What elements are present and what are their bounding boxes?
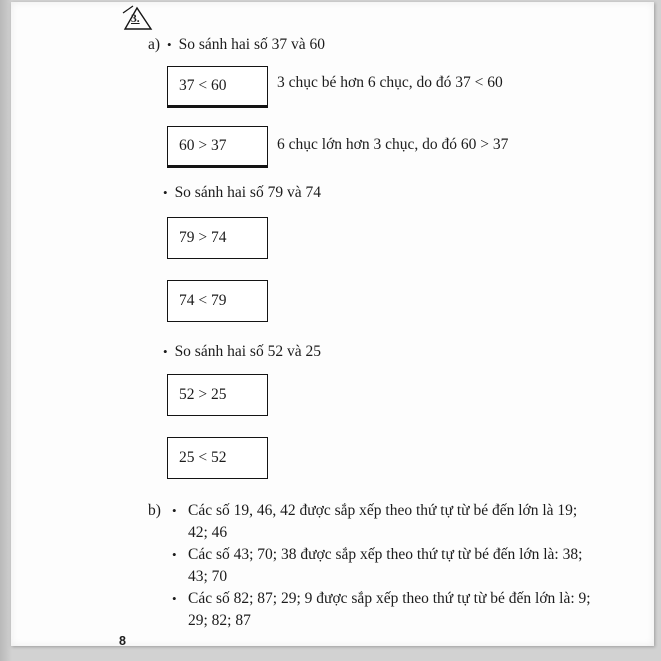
list-item bbox=[172, 544, 596, 588]
comparison-heading-3: So sánh hai số 52 và 25 bbox=[174, 343, 321, 360]
section-a-heading-row-2 bbox=[163, 182, 321, 204]
explanation-note-2: 6 chục lớn hơn 3 chục, do đó 60 > 37 bbox=[277, 136, 509, 153]
comparison-heading-1: So sánh hai số 37 và 60 bbox=[178, 36, 325, 53]
bullet-icon: • bbox=[163, 344, 168, 359]
exercise-marker bbox=[121, 5, 155, 33]
section-a-label: a) bbox=[148, 36, 161, 53]
answer-box-3 bbox=[167, 217, 268, 259]
list-item bbox=[172, 588, 596, 632]
comparison-value-6: 25 < 52 bbox=[179, 449, 227, 466]
list-item bbox=[172, 500, 596, 544]
answer-box-5 bbox=[167, 374, 268, 416]
comparison-value-5: 52 > 25 bbox=[179, 386, 227, 403]
section-b bbox=[172, 500, 596, 632]
answer-box-2 bbox=[167, 126, 268, 168]
comparison-value-3: 79 > 74 bbox=[179, 229, 227, 246]
section-b-label: b) bbox=[148, 502, 161, 519]
ordering-statement-2: Các số 43; 70; 38 được sắp xếp theo thứ tự từ bé đến lớn là: 38; 43; 70 bbox=[188, 546, 583, 585]
answer-box-4 bbox=[167, 280, 268, 322]
comparison-heading-2: So sánh hai số 79 và 74 bbox=[174, 184, 321, 201]
ordering-statement-3: Các số 82; 87; 29; 9 được sắp xếp theo thứ tự từ bé đến lớn là: 9; 29; 82; 87 bbox=[188, 590, 591, 629]
section-a-heading-row-1 bbox=[148, 34, 325, 56]
section-a-heading-row-3 bbox=[163, 341, 321, 363]
bullet-icon: • bbox=[172, 547, 177, 562]
bullet-icon: • bbox=[172, 591, 177, 606]
comparison-value-4: 74 < 79 bbox=[179, 292, 227, 309]
answer-box-1 bbox=[167, 66, 268, 108]
exercise-number: 3. bbox=[131, 13, 140, 25]
page-number: 8 bbox=[119, 634, 126, 648]
answer-box-6 bbox=[167, 437, 268, 479]
comparison-value-1: 37 < 60 bbox=[179, 77, 227, 94]
ordering-statement-1: Các số 19, 46, 42 được sắp xếp theo thứ tự từ bé đến lớn là 19; 42; 46 bbox=[188, 502, 578, 541]
explanation-note-1: 3 chục bé hơn 6 chục, do đó 37 < 60 bbox=[277, 74, 503, 91]
bullet-icon: • bbox=[167, 37, 172, 52]
bullet-icon: • bbox=[172, 503, 177, 518]
comparison-value-2: 60 > 37 bbox=[179, 137, 227, 154]
bullet-icon: • bbox=[163, 185, 168, 200]
